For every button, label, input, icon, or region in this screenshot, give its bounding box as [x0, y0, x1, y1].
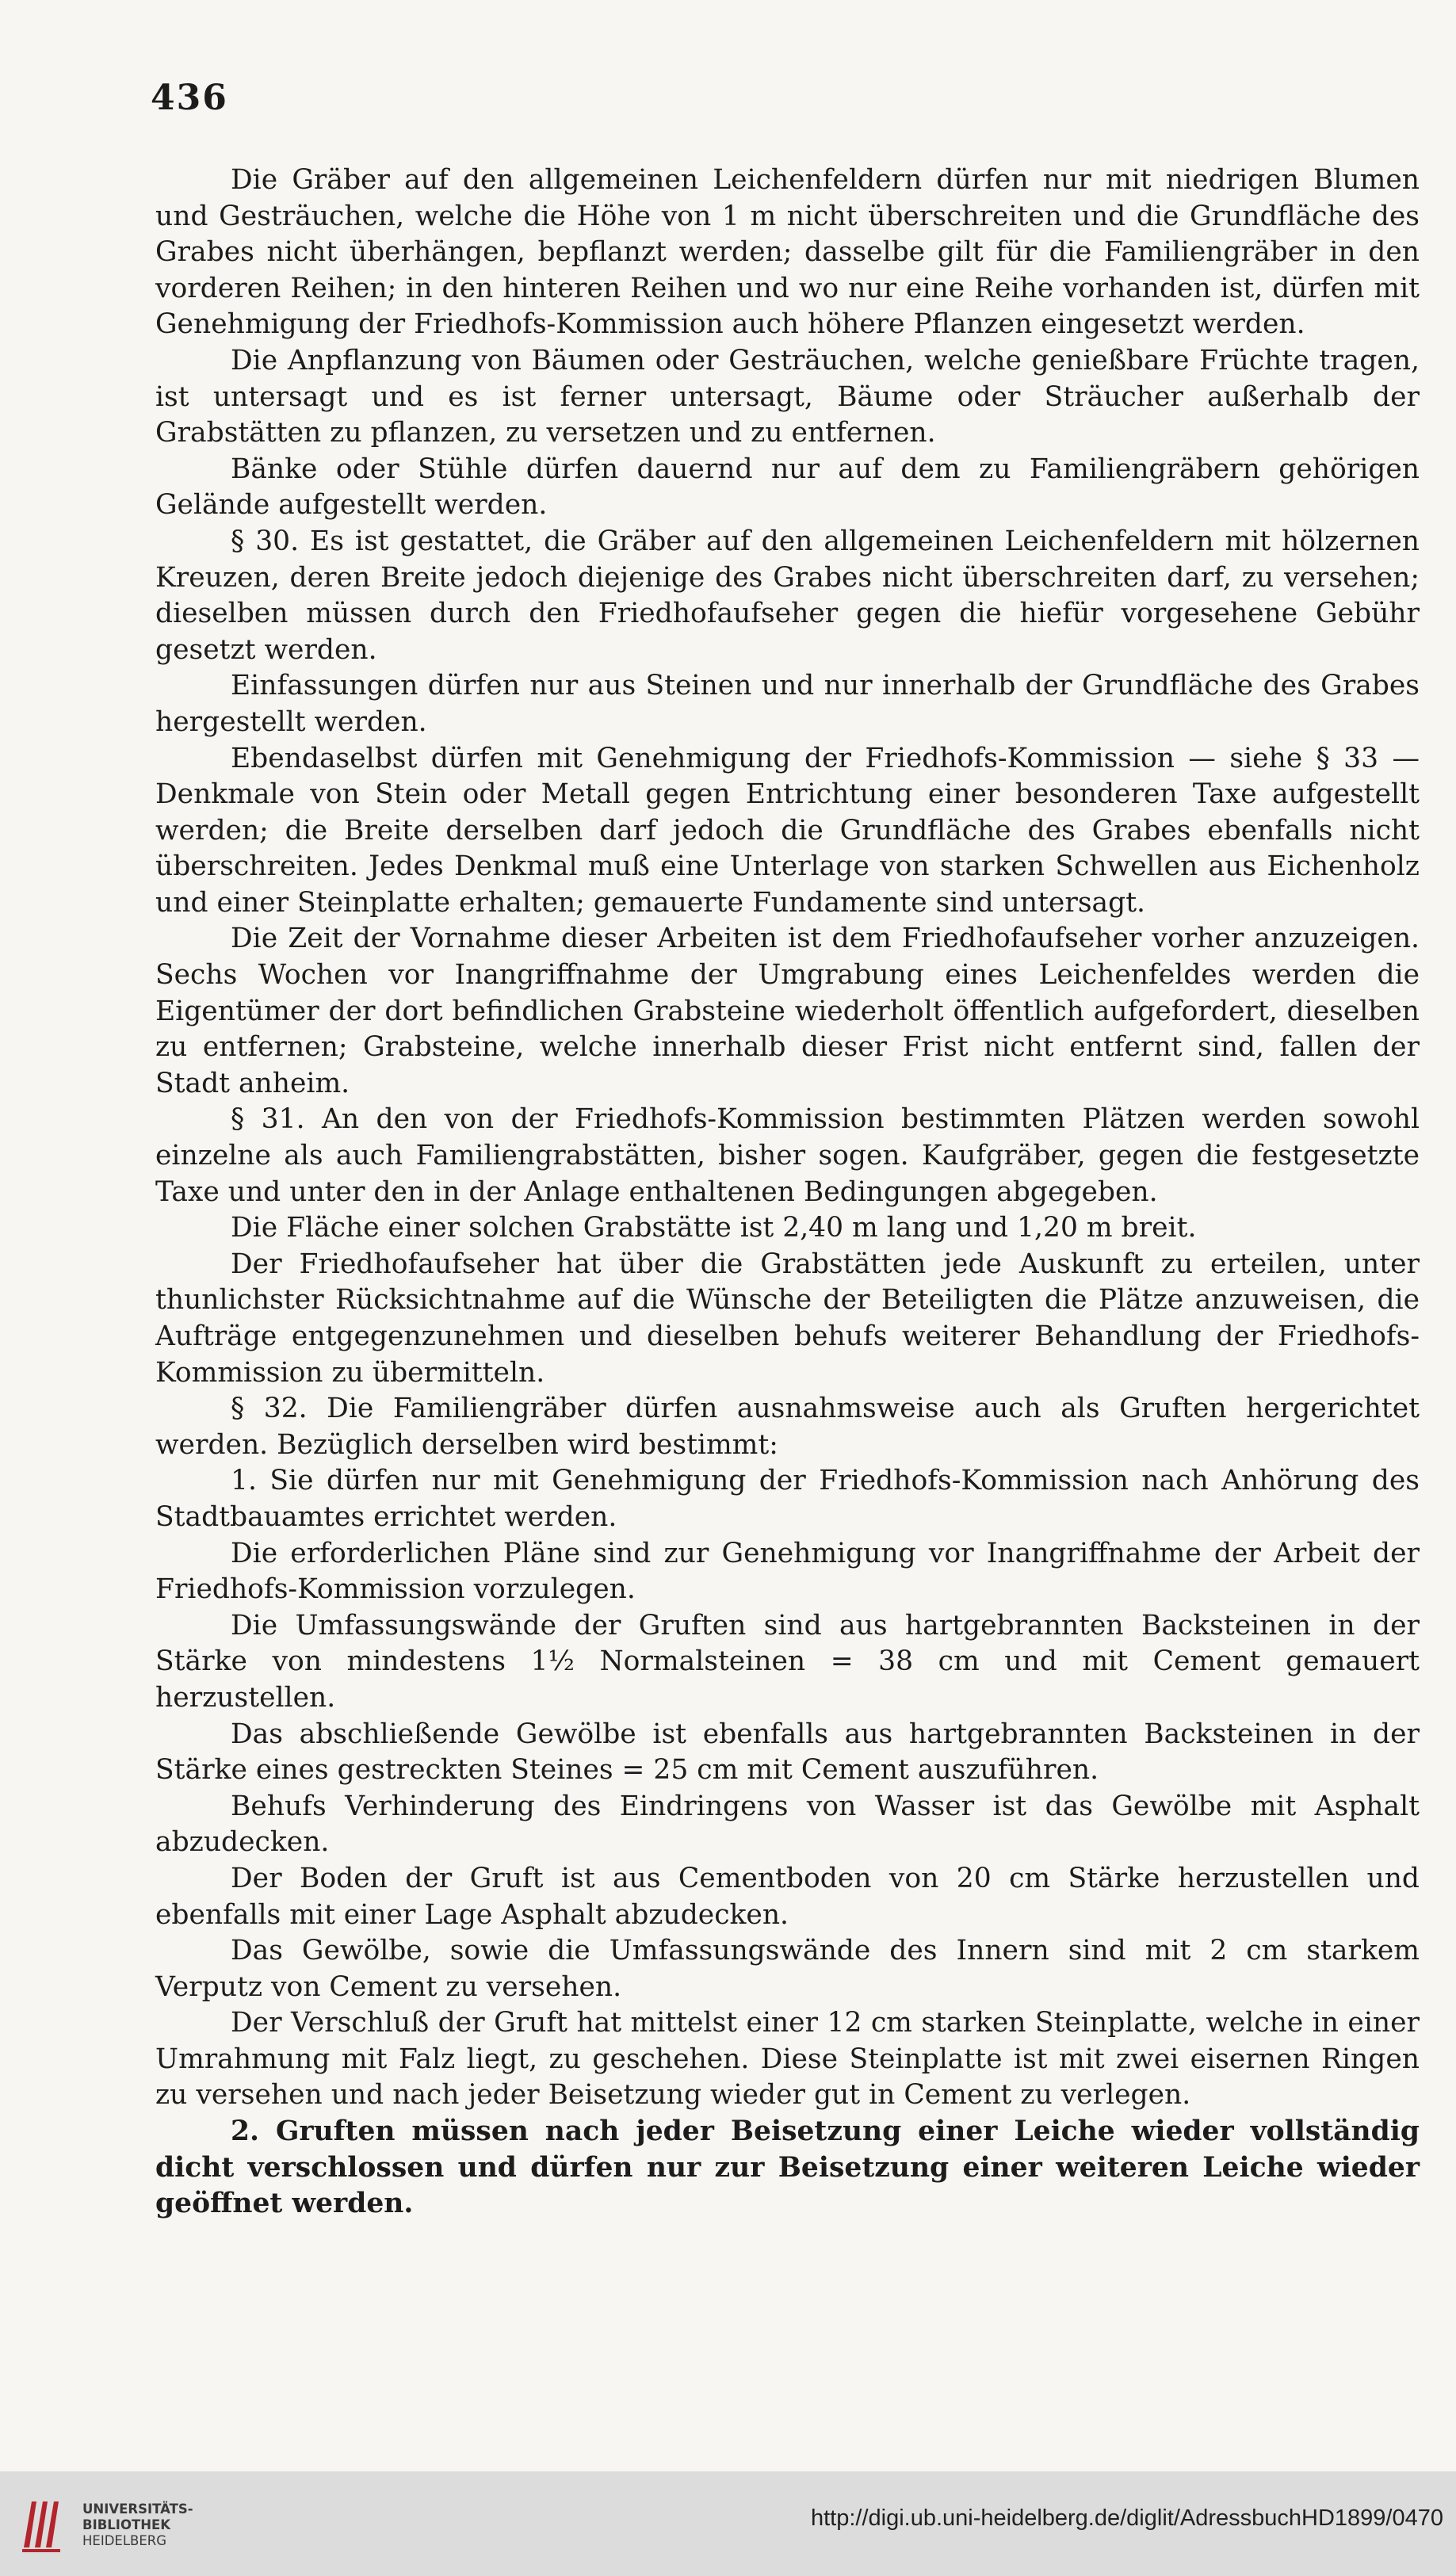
paragraph: Die Fläche einer solchen Grabstätte ist 2,40 m lang und 1,20 m breit. — [231, 1212, 1197, 1244]
paragraph: Ebendaselbst dürfen mit Genehmigung der Friedhofs-Kommission — siehe § 33 — Denkmale von Stein oder Metall gegen Entrichtung einer besonderen Taxe aufgestellt werden; die Breite derselben darf jedoch die Grundfläche des Grabes ebenfalls nicht überschreiten. Jedes Denkmal muß eine Unterlage von starken Schwellen aus Eichenholz und einer Steinplatte erhalten; gemauerte Fundamente sind untersagt. — [155, 742, 1420, 919]
paragraph: Die erforderlichen Pläne sind zur Genehmigung vor Inangriffnahme der Arbeit der Friedhofs-Kommission vorzulegen. — [155, 1537, 1420, 1606]
paragraph: Der Boden der Gruft ist aus Cementboden von 20 cm Stärke herzustellen und ebenfalls mit einer Lage Asphalt abzudecken. — [155, 1862, 1420, 1931]
document-body — [155, 162, 1420, 2222]
library-name-line2: BIBLIOTHEK — [82, 2517, 171, 2532]
paragraph: Der Verschluß der Gruft hat mittelst einer 12 cm starken Steinplatte, welche in einer Umrahmung mit Falz liegt, zu geschehen. Diese Steinplatte ist mit zwei eisernen Ringen zu versehen und nach jeder Beisetzung wieder gut in Cement zu verlegen. — [155, 2007, 1420, 2112]
library-name-line1: UNIVERSITÄTS- — [82, 2501, 193, 2517]
page-number: 436 — [151, 78, 228, 118]
paragraph: Bänke oder Stühle dürfen dauernd nur auf dem zu Familiengräbern gehörigen Gelände aufgestellt werden. — [155, 453, 1420, 522]
paragraph-section-31: § 31. An den von der Friedhofs-Kommission bestimmten Plätzen werden sowohl einzelne als auch Familiengrabstätten, bisher sogen. Kaufgräber, gegen die festgesetzte Taxe und unter den in der Anlage enthaltenen Bedingungen abgegeben. — [155, 1103, 1420, 1208]
paragraph: Das abschließende Gewölbe ist ebenfalls aus hartgebrannten Backsteinen in der Stärke eines gestreckten Steines = 25 cm mit Cement auszuführen. — [155, 1718, 1420, 1787]
paragraph-section-32: § 32. Die Familiengräber dürfen ausnahmsweise auch als Gruften hergerichtet werden. Bezüglich derselben wird bestimmt: — [155, 1393, 1420, 1461]
paragraph-bold: 2. Gruften müssen nach jeder Beisetzung einer Leiche wieder vollständig dicht verschlossen und dürfen nur zur Beisetzung einer weiteren Leiche wieder geöffnet werden. — [155, 2115, 1420, 2220]
footer-bar — [0, 2471, 1456, 2576]
paragraph: Die Gräber auf den allgemeinen Leichenfeldern dürfen nur mit niedrigen Blumen und Gesträuchen, welche die Höhe von 1 m nicht überschreiten und die Grundfläche des Grabes nicht überhängen, bepflanzt werden; dasselbe gilt für die Familiengräber in den vorderen Reihen; in den hinteren Reihen und wo nur eine Reihe vorhanden ist, dürfen mit Genehmigung der Friedhofs-Kommission auch höhere Pflanzen eingesetzt werden. — [155, 164, 1420, 341]
paragraph: Die Anpflanzung von Bäumen oder Gesträuchen, welche genießbare Früchte tragen, ist untersagt und es ist ferner untersagt, Bäume oder Sträucher außerhalb der Grabstätten zu pflanzen, zu versetzen und zu entfernen. — [155, 344, 1420, 449]
library-seal-icon — [16, 2492, 79, 2555]
paragraph: Einfassungen dürfen nur aus Steinen und nur innerhalb der Grundfläche des Grabes hergestellt werden. — [155, 670, 1420, 738]
paragraph: 1. Sie dürfen nur mit Genehmigung der Friedhofs-Kommission nach Anhörung des Stadtbauamtes errichtet werden. — [155, 1465, 1420, 1533]
source-url[interactable]: http://digi.ub.uni-heidelberg.de/diglit/AdressbuchHD1899/0470 — [810, 2505, 1443, 2531]
paragraph-section-30: § 30. Es ist gestattet, die Gräber auf den allgemeinen Leichenfeldern mit hölzernen Kreuzen, deren Breite jedoch diejenige des Grabes nicht überschreiten darf, zu versehen; dieselben müssen durch den Friedhofaufseher gegen die hiefür vorgesehene Gebühr gesetzt werden. — [155, 525, 1420, 666]
paragraph: Das Gewölbe, sowie die Umfassungswände des Innern sind mit 2 cm starkem Verputz von Cement zu versehen. — [155, 1935, 1420, 2003]
library-name-line3: HEIDELBERG — [82, 2533, 167, 2548]
library-name — [82, 2501, 193, 2549]
paragraph: Die Zeit der Vornahme dieser Arbeiten ist dem Friedhofaufseher vorher anzuzeigen. Sechs Wochen vor Inangriffnahme der Umgrabung eines Leichenfeldes werden die Eigentümer der dort befindlichen Grabsteine wiederholt öffentlich aufgefordert, dieselben zu entfernen; Grabsteine, welche innerhalb dieser Frist nicht entfernt sind, fallen der Stadt anheim. — [155, 923, 1420, 1099]
paragraph: Behufs Verhinderung des Eindringens von Wasser ist das Gewölbe mit Asphalt abzudecken. — [155, 1790, 1420, 1859]
paragraph: Der Friedhofaufseher hat über die Grabstätten jede Auskunft zu erteilen, unter thunlichster Rücksichtnahme auf die Wünsche der Beteiligten die Plätze anzuweisen, die Aufträge entgegenzunehmen und dieselben behufs weiterer Behandlung der Friedhofs-Kommission zu übermitteln. — [155, 1248, 1420, 1389]
paragraph: Die Umfassungswände der Gruften sind aus hartgebrannten Backsteinen in der Stärke von mindestens 1½ Normalsteinen = 38 cm und mit Cement gemauert herzustellen. — [155, 1609, 1420, 1714]
